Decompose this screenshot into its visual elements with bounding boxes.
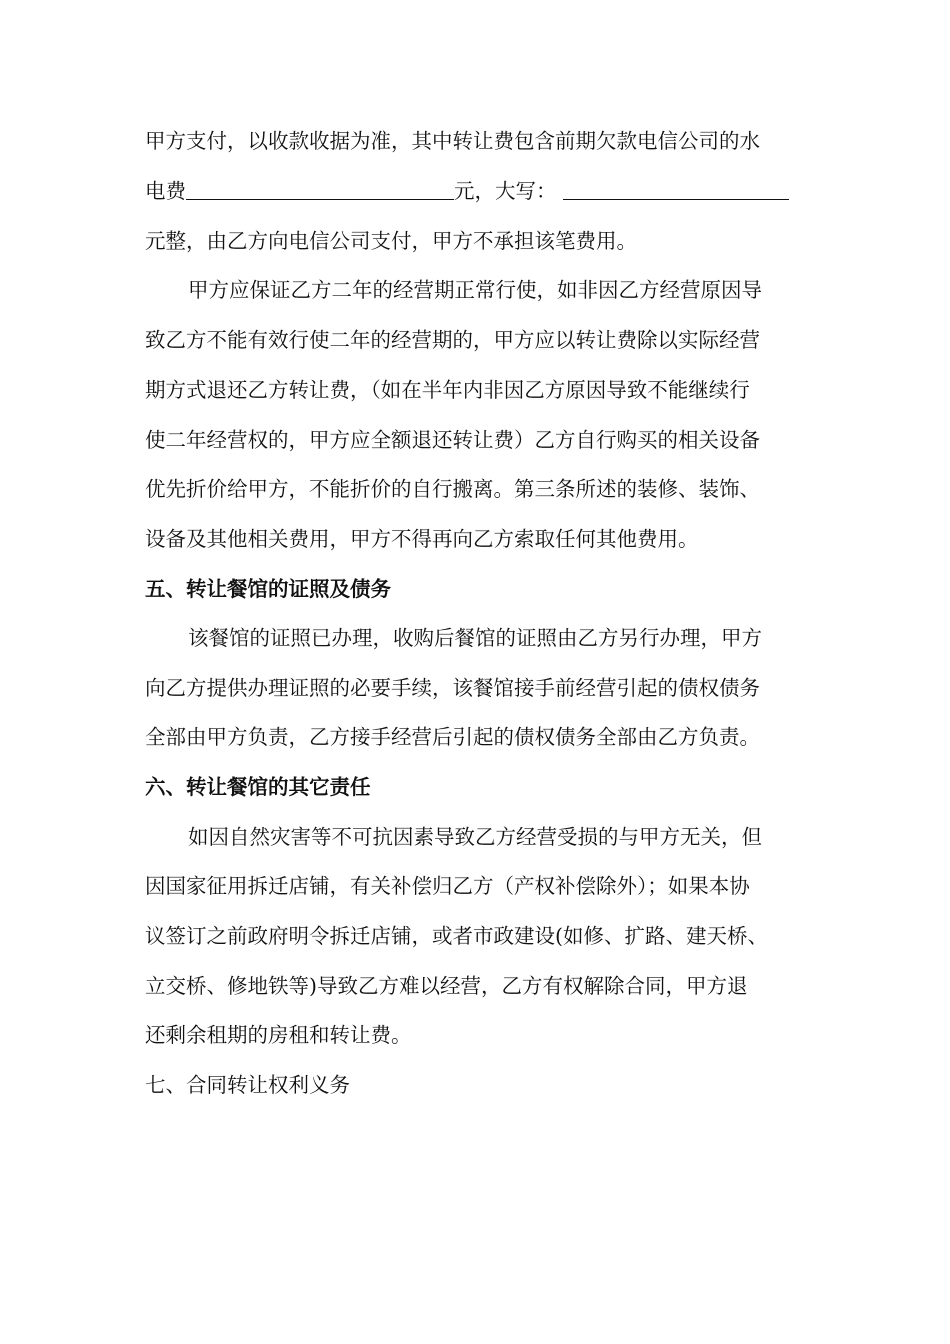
paragraph-line: 如因自然灾害等不可抗因素导致乙方经营受损的与甲方无关，但 — [188, 825, 762, 849]
paragraph-line: 该餐馆的证照已办理，收购后餐馆的证照由乙方另行办理，甲方 — [188, 626, 762, 650]
paragraph-line: 甲方支付，以收款收据为准，其中转让费包含前期欠款电信公司的水 — [145, 129, 760, 153]
paragraph-line: 致乙方不能有效行使二年的经营期的，甲方应以转让费除以实际经营 — [145, 328, 760, 352]
line-text: 元，大写： — [454, 179, 557, 203]
paragraph-line: 还剩余租期的房租和转让费。 — [145, 1023, 412, 1047]
paragraph-line-with-blanks — [145, 173, 815, 209]
paragraph-line: 使二年经营权的，甲方应全额退还转让费）乙方自行购买的相关设备 — [145, 428, 760, 452]
paragraph-line: 甲方应保证乙方二年的经营期正常行使，如非因乙方经营原因导 — [188, 278, 762, 302]
paragraph-line: 期方式退还乙方转让费，（如在半年内非因乙方原因导致不能继续行 — [145, 378, 750, 402]
paragraph-line: 立交桥、修地铁等)导致乙方难以经营，乙方有权解除合同，甲方退 — [145, 974, 748, 998]
paragraph-line: 设备及其他相关费用，甲方不得再向乙方索取任何其他费用。 — [145, 527, 699, 551]
section-heading-6: 六、转让餐馆的其它责任 — [145, 775, 371, 799]
paragraph-line: 向乙方提供办理证照的必要手续，该餐馆接手前经营引起的债权债务 — [145, 676, 760, 700]
line-text: 电费 — [145, 179, 186, 203]
section-heading-7: 七、合同转让权利义务 — [145, 1073, 350, 1097]
paragraph-line: 优先折价给甲方，不能折价的自行搬离。第三条所述的装修、装饰、 — [145, 477, 760, 501]
paragraph-line: 全部由甲方负责，乙方接手经营后引起的债权债务全部由乙方负责。 — [145, 725, 760, 749]
paragraph-line: 元整，由乙方向电信公司支付，甲方不承担该笔费用。 — [145, 229, 637, 253]
water-electric-fee-blank — [186, 177, 454, 200]
amount-in-words-blank — [563, 177, 789, 200]
section-heading-5: 五、转让餐馆的证照及债务 — [145, 577, 391, 601]
paragraph-line: 因国家征用拆迁店铺，有关补偿归乙方（产权补偿除外）；如果本协 — [145, 874, 750, 898]
paragraph-line: 议签订之前政府明令拆迁店铺，或者市政建设(如修、扩路、建天桥、 — [145, 924, 768, 948]
